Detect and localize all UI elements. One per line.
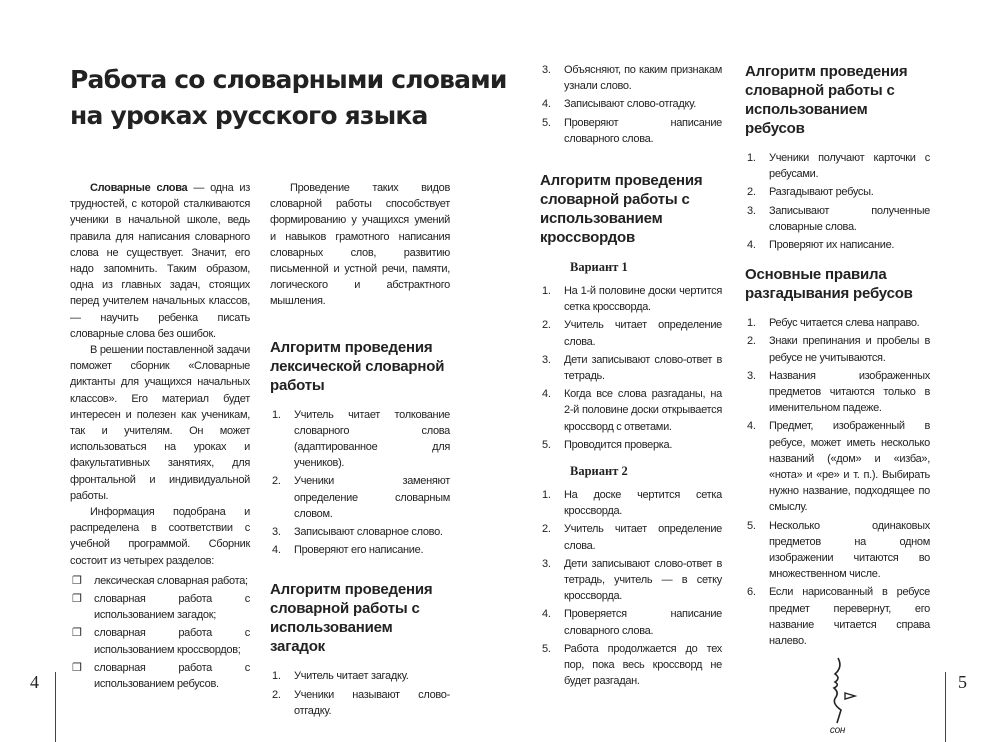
list-item — [540, 96, 722, 112]
list-number: 2. — [272, 475, 281, 488]
rebus-face-illustration — [813, 655, 863, 725]
section-heading: Алгоритм проведения словарной работы с использованием загадок — [270, 581, 433, 656]
page-title: Работа со словарными словами на уроках русского языка — [70, 65, 507, 130]
page-number-left: 4 — [30, 672, 39, 692]
rebus-caption: сон — [829, 725, 846, 737]
list-number: 3. — [272, 526, 281, 539]
list-item — [540, 521, 722, 553]
list-item — [270, 407, 450, 472]
variant-heading: Вариант 1 — [570, 260, 628, 275]
numbered-list — [540, 62, 722, 147]
list-item-text: Предмет, изображенный в ребусе, может иметь несколько названий («дом» и «изба», «нота» и «ре» и т. п.). Выбирать нужно название, подходящее по смыслу. — [769, 420, 930, 514]
list-number: 5. — [542, 438, 551, 451]
margin-rule-left — [55, 672, 56, 742]
list-item-text: Учитель читает загадку. — [294, 670, 409, 683]
list-number: 4. — [542, 388, 551, 401]
list-number: 3. — [747, 204, 756, 217]
margin-rule-right — [945, 672, 946, 742]
list-item-text: Знаки препинания и пробелы в ребусе не учитываются. — [769, 335, 930, 364]
numbered-list — [270, 668, 450, 719]
list-item — [745, 333, 930, 365]
list-number: 5. — [542, 642, 551, 655]
checkbox-bullet-icon: ❐ — [72, 574, 82, 587]
list-item — [540, 386, 722, 435]
list-item-text: Ученики получают карточки с ребусами. — [769, 152, 930, 181]
list-number: 3. — [542, 557, 551, 570]
list-number: 6. — [747, 586, 756, 599]
list-number: 1. — [272, 670, 281, 683]
list-item-text: Проверяют написание словарного слова. — [564, 116, 722, 145]
list-item — [270, 524, 450, 540]
intro-paragraph: Словарные слова — одна из трудностей, с которой сталкиваются ученики в начальной школе, ведь правила для написания словарного слова не существует. Значит, его надо запомнить. Таким образом, одна из главных задач, стоящих перед учителем начальных классов, — научить ребенка писать словарные слова без ошибок. — [70, 182, 250, 340]
numbered-list — [540, 487, 722, 689]
page-number-right: 5 — [958, 672, 967, 692]
list-number: 2. — [747, 186, 756, 199]
list-item — [540, 352, 722, 384]
right-column-1 — [540, 62, 722, 691]
list-item — [745, 184, 930, 200]
list-item-text: Ученики заменяют определение словарным словом. — [294, 475, 450, 520]
section-heading: Алгоритм проведения словарной работы с использованием ребусов — [745, 63, 908, 137]
list-item — [540, 606, 722, 638]
list-item-text: Проверяют их написание. — [769, 239, 895, 252]
list-number: 4. — [542, 608, 551, 621]
list-item-text: Учитель читает определение слова. — [564, 523, 722, 552]
list-number: 2. — [272, 688, 281, 701]
list-item — [540, 62, 722, 94]
list-item — [540, 641, 722, 690]
list-item-text: Записывают слово-отгадку. — [564, 98, 696, 111]
list-item-text: лексическая словарная работа; — [94, 574, 248, 587]
bullet-list — [70, 573, 250, 692]
paragraph: В решении поставленной задачи поможет сборник «Словарные диктанты для учащихся начальных классов». Его материал будет интересен и полезен как ученикам, так и учителям. Он может использоваться на уроках и факультативных занятиях, для фронтальной и индивидуальной работы. — [70, 344, 250, 502]
checkbox-bullet-icon: ❐ — [72, 661, 82, 674]
right-column-2 — [745, 62, 930, 737]
list-item-text: На 1-й половине доски чертится сетка кроссворда. — [564, 285, 722, 314]
list-item — [540, 317, 722, 349]
list-item — [270, 542, 450, 558]
list-item — [745, 203, 930, 235]
list-item-text: Записывают полученные словарные слова. — [769, 204, 930, 233]
section-heading: Основные правила разгадывания ребусов — [745, 266, 913, 303]
list-number: 1. — [747, 152, 756, 164]
numbered-list — [540, 283, 722, 453]
list-item-text: Дети записывают слово-ответ в тетрадь, учитель — в сетку кроссворда. — [564, 557, 722, 603]
list-item-text: Ребус читается слева направо. — [769, 317, 920, 330]
list-number: 3. — [542, 353, 551, 366]
list-number: 3. — [542, 64, 551, 76]
list-item-text: словарная работа с использованием ребусов. — [94, 661, 250, 691]
list-number: 1. — [747, 317, 756, 330]
list-number: 1. — [272, 408, 281, 421]
list-item-text: Названия изображенных предметов читаются только в именительном падеже. — [769, 369, 930, 415]
list-item — [70, 573, 250, 589]
list-number: 3. — [747, 369, 756, 382]
list-number: 5. — [747, 519, 756, 532]
paragraph: Проведение таких видов словарной работы способствует формированию у учащихся умений и навыков грамотного написания словарных слов, развитию письменной и устной речи, памяти, логического и абстрактного мышления. — [270, 182, 450, 308]
list-number: 2. — [747, 335, 756, 348]
list-item-text: Проверяют его написание. — [294, 544, 424, 557]
rebus-figure — [745, 655, 930, 737]
list-number: 2. — [542, 319, 551, 332]
list-item-text: словарная работа с использованием кроссвордов; — [94, 627, 250, 656]
list-number: 5. — [542, 116, 551, 129]
paragraph: Информация подобрана и распределена в соответствии с учебной программой. Сборник состоит из четырех разделов: — [70, 506, 250, 567]
list-item-text: словарная работа с использованием загадок; — [94, 593, 250, 622]
list-item — [270, 687, 450, 719]
list-item — [745, 418, 930, 515]
list-item — [540, 556, 722, 605]
list-item-text: Объясняют, по каким признакам узнали слово. — [564, 64, 722, 93]
list-item-text: Проверяется написание словарного слова. — [564, 608, 722, 637]
list-item — [270, 473, 450, 522]
list-item-text: Работа продолжается до тех пор, пока весь кроссворд не будет разгадан. — [564, 642, 722, 688]
list-item-text: Проводится проверка. — [564, 438, 673, 451]
list-item-text: Учитель читает определение слова. — [564, 319, 722, 348]
list-item — [745, 150, 930, 182]
list-item — [745, 518, 930, 583]
list-item — [540, 283, 722, 315]
list-number: 4. — [272, 544, 281, 557]
numbered-list — [270, 407, 450, 559]
list-number: 4. — [542, 98, 551, 111]
list-item-text: Когда все слова разгаданы, на 2-й половине доски открывается кроссворд с ответами. — [564, 388, 722, 433]
numbered-list — [745, 150, 930, 253]
section-heading: Алгоритм проведения словарной работы с использованием кроссвордов — [540, 172, 703, 247]
list-item — [745, 368, 930, 417]
list-item — [70, 660, 250, 692]
list-number: 2. — [542, 523, 551, 536]
list-item-text: Ученики называют слово-отгадку. — [294, 688, 450, 717]
list-item-text: Разгадывают ребусы. — [769, 186, 874, 199]
list-item-text: Дети записывают слово-ответ в тетрадь. — [564, 353, 722, 383]
list-number: 4. — [747, 420, 756, 433]
left-column-2 — [270, 180, 450, 721]
list-item — [540, 437, 722, 453]
list-item-text: Несколько одинаковых предметов на одном изображении читаются во множественном числе. — [769, 519, 930, 581]
list-item — [70, 625, 250, 657]
list-item — [745, 584, 930, 649]
list-item-text: Записывают словарное слово. — [294, 526, 443, 539]
left-column-1 — [70, 180, 250, 694]
list-item — [745, 237, 930, 253]
list-item — [540, 115, 722, 147]
list-item-text: Учитель читает толкование словарного слова (адаптированное для учеников). — [294, 408, 450, 470]
list-item — [745, 315, 930, 331]
list-item-text: На доске чертится сетка кроссворда. — [564, 489, 722, 518]
list-number: 1. — [542, 489, 551, 502]
section-heading: Алгоритм проведения лексической словарной работы — [270, 338, 445, 394]
list-item — [70, 591, 250, 623]
list-number: 1. — [542, 285, 551, 298]
list-number: 4. — [747, 239, 756, 252]
checkbox-bullet-icon: ❐ — [72, 593, 82, 606]
list-item-text: Если нарисованный в ребусе предмет перевернут, его название читается справа налево. — [769, 586, 930, 648]
list-item — [540, 487, 722, 519]
numbered-list — [745, 315, 930, 649]
checkbox-bullet-icon: ❐ — [72, 627, 82, 640]
variant-heading: Вариант 2 — [570, 464, 628, 479]
list-item — [270, 668, 450, 684]
